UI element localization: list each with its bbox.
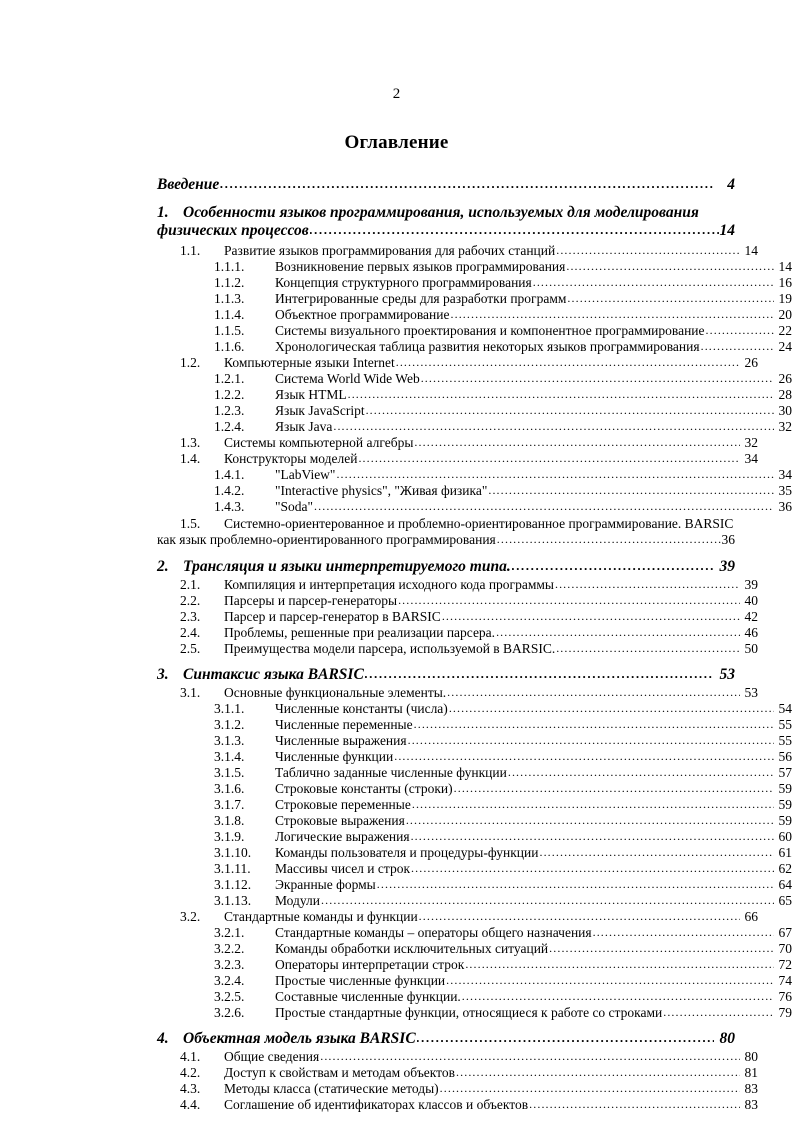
toc-entry-page: 62 — [778, 861, 792, 876]
toc-entry-page: 14 — [744, 242, 758, 258]
toc-entry-number: 3.2.6. — [214, 1005, 245, 1020]
toc-entry-page: 42 — [744, 609, 758, 624]
toc-entry-number: 2.5. — [180, 641, 201, 656]
toc-entry-page: 30 — [778, 402, 792, 418]
toc-entry-number: 2. — [157, 557, 169, 575]
toc-entry-page: 28 — [778, 386, 792, 402]
dot-leader — [398, 593, 740, 607]
dot-leader — [348, 387, 774, 401]
toc-entry-label-continuation: как язык проблемно-ориентированного программирования — [157, 531, 496, 547]
dot-leader — [556, 641, 740, 655]
toc-entry-page: 60 — [778, 829, 792, 844]
dot-leader — [451, 307, 775, 321]
toc-entry-page: 59 — [778, 781, 792, 796]
dot-leader — [394, 749, 774, 763]
dot-leader — [549, 941, 774, 955]
toc-entry[interactable] — [157, 292, 792, 306]
toc-entry-number: 1.1.1. — [214, 258, 245, 274]
toc-entry-label: Стандартные команды и функции — [224, 909, 418, 924]
toc-entry[interactable] — [157, 452, 758, 466]
toc-entry-page: 57 — [778, 765, 792, 780]
toc-entry-label: Конструкторы моделей — [224, 450, 358, 466]
toc-entry-page: 65 — [778, 893, 792, 908]
toc-entry-label: Особенности языков программирования, используемых для моделирования — [183, 203, 699, 221]
toc-entry-page: 14 — [719, 221, 735, 239]
toc-entry-page: 50 — [744, 641, 758, 656]
toc-entry-label: Компьютерные языки Internet — [224, 354, 395, 370]
dot-leader — [454, 781, 774, 795]
toc-entry-label: Системы визуального проектирования и компонентное программирование — [275, 322, 705, 338]
toc-entry-label: Простые стандартные функции, относящиеся к работе со строками — [275, 1005, 663, 1020]
toc-entry-label: Объектное программирование — [275, 306, 450, 322]
toc-entry-label: Составные численные функции. — [275, 989, 461, 1004]
toc-entry-label: Синтаксис языка BARSIC — [183, 665, 364, 683]
toc-entry-page: 59 — [778, 797, 792, 812]
dot-leader — [314, 499, 774, 513]
toc-entry-label: Экранные формы — [275, 877, 376, 892]
toc-entry-page: 80 — [719, 1029, 735, 1047]
toc-entry-label-continuation: физических процессов — [157, 221, 309, 239]
toc-entry-page: 81 — [744, 1065, 758, 1080]
dot-leader — [556, 243, 740, 257]
toc-entry-page: 83 — [744, 1097, 758, 1112]
toc-entry[interactable] — [157, 910, 758, 924]
toc-entry[interactable] — [157, 276, 792, 290]
toc-entry-number: 1.2.2. — [214, 386, 245, 402]
toc-entry-page: 24 — [778, 338, 792, 354]
toc-entry[interactable] — [157, 177, 735, 193]
toc-entry-label: "Interactive physics", "Живая физика" — [275, 482, 488, 498]
toc-entry-number: 1.2.3. — [214, 402, 245, 418]
toc-entry-label: Стандартные команды – операторы общего назначения — [275, 925, 592, 940]
toc-entry-page: 32 — [778, 418, 792, 434]
toc-entry-label: Численные переменные — [275, 717, 413, 732]
toc-entry[interactable] — [157, 308, 792, 322]
toc-entry-label: Компиляция и интерпретация исходного кода программы — [224, 577, 554, 592]
toc-entry-number: 4.2. — [180, 1065, 201, 1080]
toc-entry-page: 26 — [778, 370, 792, 386]
toc-entry-page: 66 — [744, 909, 758, 924]
toc-entry-number: 3.1.13. — [214, 893, 252, 908]
toc-entry-page: 39 — [719, 557, 735, 575]
toc-entry-page: 80 — [744, 1049, 758, 1064]
toc-entry-number: 3.1.4. — [214, 749, 245, 764]
dot-leader — [529, 1097, 740, 1111]
toc-entry[interactable] — [157, 894, 792, 908]
toc-entry-page: 4 — [727, 176, 735, 193]
toc-entry[interactable] — [157, 702, 792, 716]
toc-entry-page: 53 — [744, 685, 758, 700]
dot-leader — [377, 877, 774, 891]
dot-leader — [406, 813, 774, 827]
toc-entry-page: 54 — [778, 701, 792, 716]
toc-entry-label: Соглашение об идентификаторах классов и объектов — [224, 1097, 529, 1112]
dot-leader — [321, 893, 774, 907]
toc-entry-page: 36 — [721, 531, 735, 547]
toc-entry-number: 2.1. — [180, 577, 201, 592]
toc-entry-label: Система World Wide Web — [275, 370, 420, 386]
dot-leader — [336, 467, 774, 481]
toc-entry-number: 3.1. — [180, 685, 201, 700]
toc-entry-number: 1. — [157, 203, 169, 221]
toc-entry-label: Язык JavaScript — [275, 402, 365, 418]
dot-leader — [488, 483, 774, 497]
toc-entry[interactable] — [157, 420, 792, 434]
dot-leader — [365, 666, 714, 682]
dot-leader — [310, 221, 719, 239]
toc-entry[interactable] — [157, 468, 792, 482]
toc-entry-label: Объектная модель языка BARSIC — [183, 1029, 416, 1047]
toc-entry-page: 22 — [778, 322, 792, 338]
dot-leader — [220, 176, 714, 192]
toc-entry-label: Операторы интерпретации строк — [275, 957, 465, 972]
toc-entry-page: 83 — [744, 1081, 758, 1096]
toc-entry[interactable] — [157, 1098, 758, 1112]
dot-leader — [446, 973, 774, 987]
toc-entry-page: 26 — [744, 354, 758, 370]
dot-leader — [419, 909, 740, 923]
toc-entry-number: 4.1. — [180, 1049, 201, 1064]
toc-entry-number: 3.1.12. — [214, 877, 252, 892]
toc-entry[interactable] — [157, 974, 792, 988]
toc-entry-number: 3.2.1. — [214, 925, 245, 940]
toc-entry-number: 3.1.3. — [214, 733, 245, 748]
toc-entry-label: Общие сведения — [224, 1049, 320, 1064]
page-title: Оглавление — [344, 132, 449, 153]
dot-leader — [421, 371, 774, 385]
toc-entry[interactable] — [157, 340, 792, 354]
toc-entry-number: 1.1.6. — [214, 338, 245, 354]
toc-entry-number: 1.4.2. — [214, 482, 245, 498]
toc-entry-label: Возникновение первых языков программирования — [275, 258, 566, 274]
toc-entry-number: 2.2. — [180, 593, 201, 608]
toc-entry-number: 3.1.7. — [214, 797, 245, 812]
dot-leader — [366, 403, 774, 417]
toc-entry-page: 74 — [778, 973, 792, 988]
toc-entry-number: 1.4.3. — [214, 498, 245, 514]
toc-entry[interactable] — [157, 642, 758, 656]
toc-entry[interactable] — [157, 484, 792, 498]
toc-entry[interactable] — [157, 578, 758, 592]
toc-entry[interactable] — [157, 814, 792, 828]
toc-entry-number: 3. — [157, 665, 169, 683]
dot-leader — [456, 1065, 740, 1079]
toc-entry-number: 3.1.6. — [214, 781, 245, 796]
toc-entry-label: Развитие языков программирования для рабочих станций — [224, 242, 556, 258]
toc-entry-number: 3.2.4. — [214, 973, 245, 988]
toc-entry-page: 55 — [778, 733, 792, 748]
toc-entry-page: 70 — [778, 941, 792, 956]
toc-entry-number: 1.2.4. — [214, 418, 245, 434]
dot-leader — [465, 957, 774, 971]
toc-entry-label: Команды пользователя и процедуры-функции — [275, 845, 539, 860]
toc-entry-label: Доступ к свойствам и методам объектов — [224, 1065, 456, 1080]
toc-entry-number: 3.1.2. — [214, 717, 245, 732]
toc-entry[interactable] — [157, 594, 758, 608]
dot-leader — [440, 1081, 740, 1095]
toc-entry[interactable] — [157, 686, 758, 700]
toc-entry-number: 3.2.2. — [214, 941, 245, 956]
dot-leader — [449, 701, 774, 715]
toc-entry-page: 59 — [778, 813, 792, 828]
toc-entry-label: Численные константы (числа) — [275, 701, 448, 716]
toc-entry-page: 36 — [778, 498, 792, 514]
dot-leader — [408, 733, 774, 747]
dot-leader — [417, 1030, 714, 1046]
dot-leader — [320, 1049, 740, 1063]
dot-leader — [663, 1005, 774, 1019]
toc-entry[interactable] — [157, 260, 792, 274]
toc-entry-label: Язык HTML — [275, 386, 347, 402]
dot-leader — [447, 685, 740, 699]
toc-entry-page: 46 — [744, 625, 758, 640]
toc-entry-label: Трансляция и языки интерпретируемого типа. — [183, 557, 511, 575]
toc-entry[interactable] — [157, 1050, 758, 1064]
toc-entry[interactable] — [157, 204, 735, 240]
toc-entry-number: 3.1.10. — [214, 845, 252, 860]
toc-entry-label: Методы класса (статические методы) — [224, 1081, 439, 1096]
dot-leader — [496, 625, 740, 639]
toc-entry-page: 56 — [778, 749, 792, 764]
toc-entry-number: 3.2.5. — [214, 989, 245, 1004]
toc-entry-number: 2.4. — [180, 625, 201, 640]
toc-entry-page: 35 — [778, 482, 792, 498]
toc-entry-number: 1.2. — [180, 354, 201, 370]
toc-entry-label: Строковые выражения — [275, 813, 405, 828]
toc-entry[interactable] — [157, 942, 792, 956]
toc-entry-number: 1.2.1. — [214, 370, 245, 386]
toc-entry-page: 19 — [778, 290, 792, 306]
toc-entry-label: Преимущества модели парсера, используемой в BARSIC. — [224, 641, 556, 656]
toc-entry[interactable] — [157, 388, 792, 402]
toc-entry[interactable] — [157, 500, 792, 514]
dot-leader — [411, 829, 774, 843]
toc-entry-number: 3.2.3. — [214, 957, 245, 972]
toc-entry[interactable] — [157, 436, 758, 450]
dot-leader — [512, 558, 714, 574]
dot-leader — [508, 765, 774, 779]
toc-entry[interactable] — [157, 830, 792, 844]
dot-leader — [333, 419, 774, 433]
toc-entry-number: 4. — [157, 1029, 169, 1047]
toc-entry-page: 40 — [744, 593, 758, 608]
dot-leader — [358, 451, 740, 465]
toc-entry[interactable] — [157, 958, 792, 972]
toc-entry[interactable] — [157, 766, 792, 780]
dot-leader — [442, 609, 740, 623]
toc-entry-page: 67 — [778, 925, 792, 940]
toc-entry[interactable] — [157, 926, 792, 940]
toc-entry[interactable] — [157, 667, 735, 683]
toc-entry[interactable] — [157, 610, 758, 624]
toc-entry-page: 34 — [778, 466, 792, 482]
toc-entry-label: Численные функции — [275, 749, 394, 764]
dot-leader — [396, 355, 740, 369]
dot-leader — [462, 989, 774, 1003]
toc-entry-number: 1.3. — [180, 434, 201, 450]
toc-entry-number: 1.1.4. — [214, 306, 245, 322]
dot-leader — [566, 259, 774, 273]
toc-entry[interactable] — [157, 324, 792, 338]
page-number: 2 — [392, 86, 401, 102]
toc-entry-label: Введение — [157, 176, 220, 193]
toc-entry-page: 72 — [778, 957, 792, 972]
toc-entry-number: 3.1.5. — [214, 765, 245, 780]
toc-entry-number: 4.3. — [180, 1081, 201, 1096]
toc-entry-page: 53 — [719, 665, 735, 683]
toc-entry[interactable] — [157, 1031, 735, 1047]
toc-entry-number: 4.4. — [180, 1097, 201, 1112]
toc-entry-page: 34 — [744, 450, 758, 466]
toc-entry-label: Парсеры и парсер-генераторы — [224, 593, 398, 608]
toc-entry[interactable] — [157, 718, 792, 732]
toc-entry[interactable] — [157, 559, 735, 575]
toc-entry[interactable] — [157, 734, 792, 748]
toc-entry-number: 1.1.2. — [214, 274, 245, 290]
toc-entry[interactable] — [157, 846, 792, 860]
dot-leader — [414, 717, 774, 731]
toc-entry-label: Основные функциональные элементы. — [224, 685, 447, 700]
toc-entry-label: Модули — [275, 893, 321, 908]
toc-entry-label: Парсер и парсер-генератор в BARSIC — [224, 609, 441, 624]
toc-entry-page: 39 — [744, 577, 758, 592]
dot-leader — [539, 845, 774, 859]
toc-entry[interactable] — [157, 1006, 792, 1020]
toc-entry-label: Массивы чисел и строк — [275, 861, 411, 876]
toc-entry-number: 3.1.1. — [214, 701, 245, 716]
toc-entry[interactable] — [157, 878, 792, 892]
dot-leader — [497, 531, 721, 547]
toc-entry[interactable] — [157, 516, 735, 548]
toc-entry[interactable] — [157, 782, 792, 796]
toc-entry[interactable] — [157, 356, 758, 370]
toc-entry-number: 2.3. — [180, 609, 201, 624]
toc-entry-page: 64 — [778, 877, 792, 892]
toc-entry-page: 76 — [778, 989, 792, 1004]
toc-entry-label: Интегрированные среды для разработки программ — [275, 290, 567, 306]
toc-entry-number: 3.2. — [180, 909, 201, 924]
toc-entry-label: Строковые переменные — [275, 797, 411, 812]
toc-entry-page: 14 — [778, 258, 792, 274]
toc-entry-label: Простые численные функции — [275, 973, 446, 988]
toc-entry-page: 55 — [778, 717, 792, 732]
toc-entry[interactable] — [157, 990, 792, 1004]
toc-entry-page: 79 — [778, 1005, 792, 1020]
toc-entry-number: 3.1.9. — [214, 829, 245, 844]
toc-entry-label: "Soda" — [275, 498, 314, 514]
dot-leader — [411, 861, 774, 875]
toc-entry-page: 16 — [778, 274, 792, 290]
toc-entry-label: Системно-ориентерованное и проблемно-ориентированное программирование. BARSIC — [224, 515, 734, 531]
toc-entry[interactable] — [157, 626, 758, 640]
toc-entry-number: 1.1.5. — [214, 322, 245, 338]
dot-leader — [412, 797, 774, 811]
toc-entry-label: "LabView" — [275, 466, 336, 482]
toc-entry-label: Команды обработки исключительных ситуаций — [275, 941, 549, 956]
toc-entry-label: Проблемы, решенные при реализации парсера. — [224, 625, 496, 640]
toc-entry-number: 1.1. — [180, 242, 201, 258]
dot-leader — [706, 323, 774, 337]
toc-entry-label: Язык Java — [275, 418, 333, 434]
toc-entry-number: 1.4. — [180, 450, 201, 466]
toc-entry-label: Концепция структурного программирования — [275, 274, 532, 290]
toc-entry[interactable] — [157, 862, 792, 876]
toc-entry[interactable] — [157, 244, 758, 258]
toc-entry-page: 61 — [778, 845, 792, 860]
toc-entry-number: 3.1.8. — [214, 813, 245, 828]
toc-entry-number: 1.1.3. — [214, 290, 245, 306]
table-of-contents — [157, 166, 792, 1112]
toc-entry-label: Логические выражения — [275, 829, 410, 844]
toc-entry-label: Строковые константы (строки) — [275, 781, 453, 796]
toc-entry-label: Численные выражения — [275, 733, 407, 748]
toc-entry-page: 32 — [744, 434, 758, 450]
dot-leader — [701, 339, 774, 353]
toc-entry-label: Хронологическая таблица развития некоторых языков программирования — [275, 338, 700, 354]
toc-entry-label: Системы компьютерной алгебры — [224, 434, 414, 450]
toc-entry-number: 3.1.11. — [214, 861, 251, 876]
dot-leader — [567, 291, 774, 305]
toc-entry[interactable] — [157, 1082, 758, 1096]
dot-leader — [414, 435, 740, 449]
dot-leader — [533, 275, 774, 289]
toc-entry[interactable] — [157, 372, 792, 386]
dot-leader — [593, 925, 774, 939]
toc-entry-number: 1.4.1. — [214, 466, 245, 482]
toc-entry[interactable] — [157, 798, 792, 812]
toc-entry[interactable] — [157, 404, 792, 418]
toc-entry-page: 20 — [778, 306, 792, 322]
toc-entry[interactable] — [157, 1066, 758, 1080]
toc-entry-number: 1.5. — [180, 515, 201, 531]
dot-leader — [555, 577, 740, 591]
toc-entry[interactable] — [157, 750, 792, 764]
toc-entry-label: Таблично заданные численные функции — [275, 765, 507, 780]
